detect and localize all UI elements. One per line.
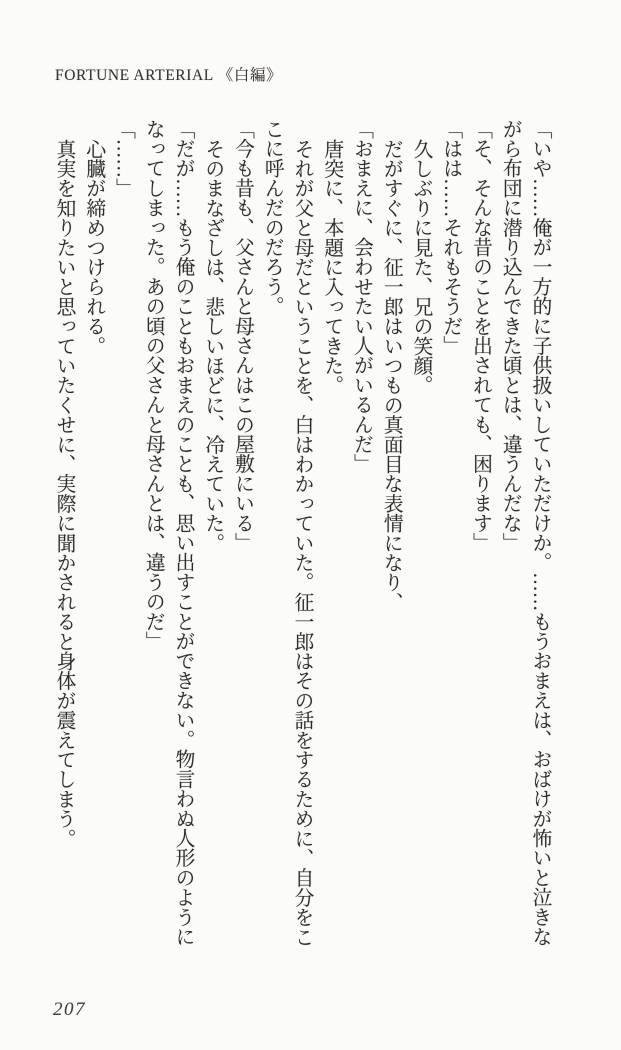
text-line: 心臓が締めつけられる。	[82, 138, 105, 356]
text-line: だがすぐに、征一郎はいつもの真面目な表情になり、	[380, 138, 403, 612]
text-line: 久しぶりに見た、兄の笑顔。	[410, 138, 432, 395]
page-number: 207	[53, 999, 86, 1020]
text-line: そのまなざしは、悲しいほどに、冷えていた。	[201, 138, 224, 553]
text-line: がら布団に潜り込んできた頃とは、違うんだな」	[499, 119, 522, 553]
text-line: 唐突に、本題に入ってきた。	[320, 138, 343, 395]
text-line: なってしまった。あの頃の父さんと母さんとは、違うのだ」	[142, 119, 165, 651]
running-header: FORTUNE ARTERIAL 《白編》	[55, 67, 283, 84]
text-line: 「だが……もう俺のこともおまえのことも、思い出すことができない。物言わぬ人形のように	[172, 119, 194, 947]
text-line: 「はは……それもそうだ」	[439, 119, 462, 356]
main-text	[48, 119, 554, 952]
text-line: 「そ、そんな昔のことを出されても、困ります」	[469, 119, 492, 553]
text-line: 「おまえに、会わせたい人がいるんだ」	[350, 119, 373, 474]
text-line: こに呼んだのだろう。	[261, 119, 284, 316]
text-line: 真実を知りたいと思っていたくせに、実際に聞かされると身体が震えてしまう。	[53, 138, 75, 848]
text-line: 「今も昔も、父さんと母さんはこの屋敷にいる」	[231, 119, 254, 553]
text-line: 「……」	[112, 119, 135, 198]
text-line: それが父と母だということを、白はわかっていた。征一郎はその話をするために、自分をこ	[291, 138, 313, 947]
text-line: 「いや……俺が一方的に子供扱いしていただけか。……もうおまえは、おばけが怖いと泣きな	[529, 119, 551, 947]
